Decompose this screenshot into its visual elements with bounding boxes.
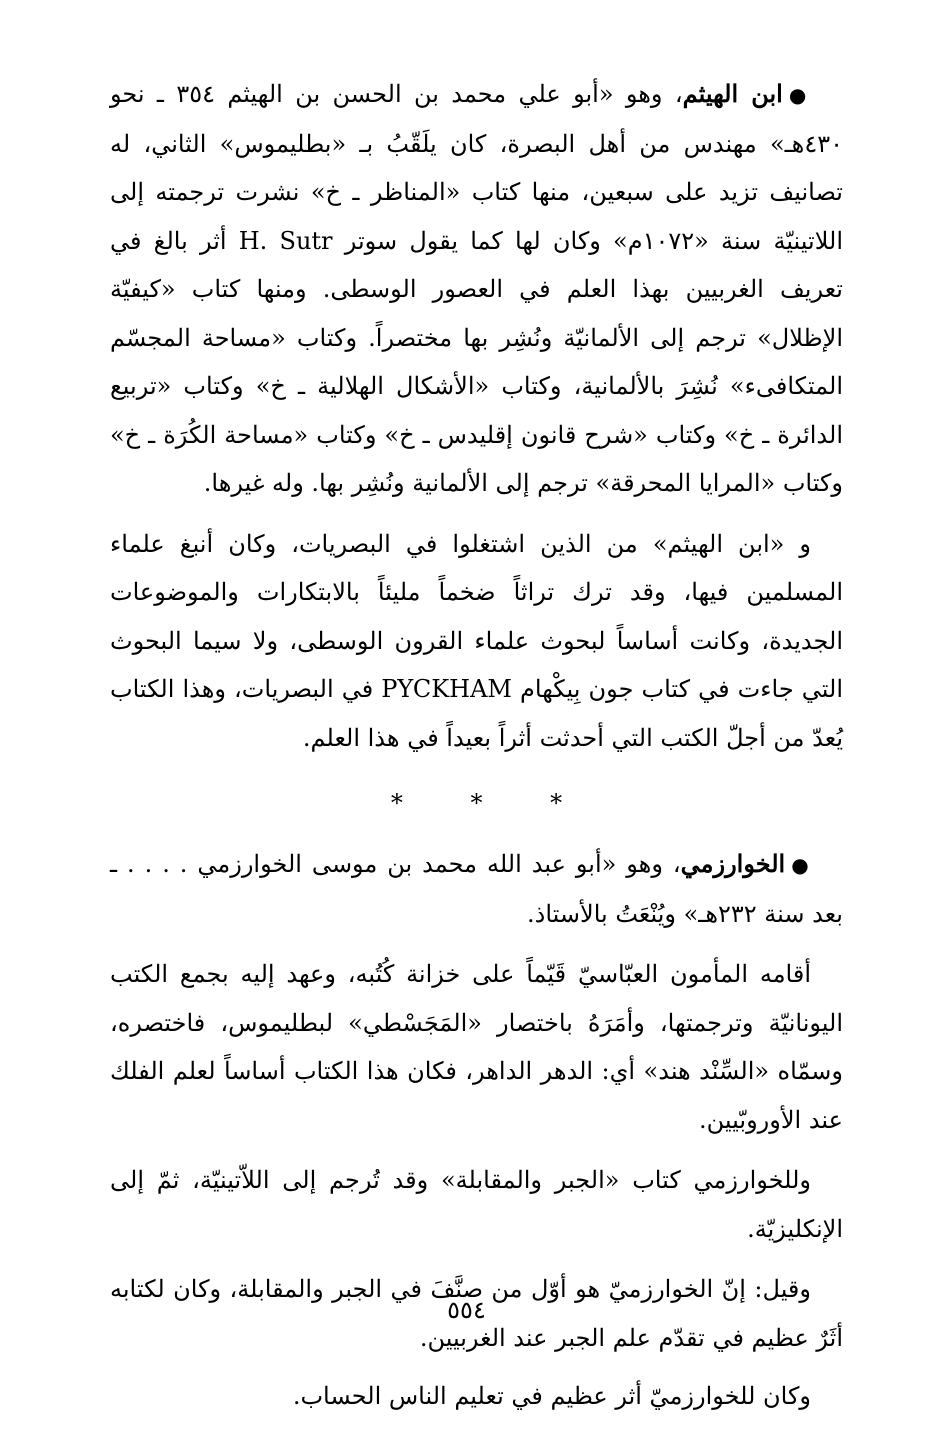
section-separator: * * * (390, 789, 593, 817)
bullet-icon: ● (791, 853, 811, 877)
paragraph-ibn-al-haytham-optics (110, 520, 843, 763)
entry-name-khwarizmi: الخوارزمي (680, 849, 786, 878)
bullet-icon: ● (788, 83, 812, 107)
paragraph-text: أقامه المأمون العبّاسيّ قَيّماً على خزانة كُتُبه، وعهد إليه بجمع الكتب اليونانيّة وترجمتها، وأمَرَهُ باختصار «المَجَسْطي» لبطليموس، فاختصره، وسمّاه «السِّنْد هند» أي: الدهر الداهر، فكان هذا الكتاب أساساً لعلم الفلك عند الأوروبّيين. (110, 960, 843, 1134)
entry-text-khwarizmi: ، وهو «أبو عبد الله محمد بن موسى الخوارزمي . . . . ـ بعد سنة ٢٣٢هـ» ويُنْعَتُ بالأستاذ. (110, 850, 843, 928)
paragraph-text: وكان للخوارزميّ أثر عظيم في تعليم الناس الحساب. (292, 1382, 811, 1410)
page-body (110, 70, 843, 1433)
entry-name-ibn-al-haytham: ابن الهيثم (682, 79, 783, 108)
paragraph-ibn-al-haytham-bio (110, 70, 843, 508)
paragraph-khwarizmi-bio (110, 840, 843, 938)
paragraph-khwarizmi-arithmetic (110, 1372, 843, 1421)
paragraph-text: وللخوارزمي كتاب «الجبر والمقابلة» وقد تُرجم إلى اللاّتينيّة، ثمّ إلى الإنكليزيّة. (110, 1166, 843, 1243)
page-number: ٥٥٤ (447, 1296, 486, 1324)
paragraph-khwarizmi-algebra-book (110, 1156, 843, 1253)
paragraph-text: وقيل: إنّ الخوارزميّ هو أوّل من صنَّفَ في الجبر والمقابلة، وكان لكتابه أثَرٌ عظيم في تقدّم علم الجبر عند الغربيين. (110, 1275, 843, 1352)
paragraph-text: و «ابن الهيثم» من الذين اشتغلوا في البصريات، وكان أنبغ علماء المسلمين فيها، وقد ترك تراثاً ضخماً مليئاً بالابتكارات والموضوعات الجديدة، وكانت أساساً لبحوث علماء القرون الوسطى، ولا سيما البحوث التي جاءت في كتاب جون بِيكْهام PYCKHAM في البصريات، وهذا الكتاب يُعدّ من أجلّ الكتب التي أحدثت أثراً بعيداً في هذا العلم. (110, 529, 843, 752)
entry-text-ibn-al-haytham: ، وهو «أبو علي محمد بن الحسن بن الهيثم ٣٥٤ ـ نحو ٤٣٠هـ» مهندس من أهل البصرة، كان يلَقّبُ بـ «بطليموس» الثاني، له تصانيف تزيد على سبعين، منها كتاب «المناظر ـ خ» نشرت ترجمته إلى اللاتينيّة سنة «١٠٧٢م» وكان لها كما يقول سوتر H. Sutr أثر بالغ في تعريف الغربيين بهذا العلم في العصور الوسطى. ومنها كتاب «كيفيّة الإظلال» ترجم إلى الألمانيّة ونُشِر بها مختصراً. وكتاب «مساحة المجسّم المتكافىء» نُشِرَ بالألمانية، وكتاب «الأشكال الهلالية ـ خ» وكتاب «تربيع الدائرة ـ خ» وكتاب «شرح قانون إقليدس ـ خ» وكتاب «مساحة الكُرَة ـ خ» وكتاب «المرايا المحرقة» ترجم إلى الألمانية ونُشِر بها. وله غيرها. (110, 80, 844, 497)
paragraph-khwarizmi-mamun (110, 950, 843, 1144)
